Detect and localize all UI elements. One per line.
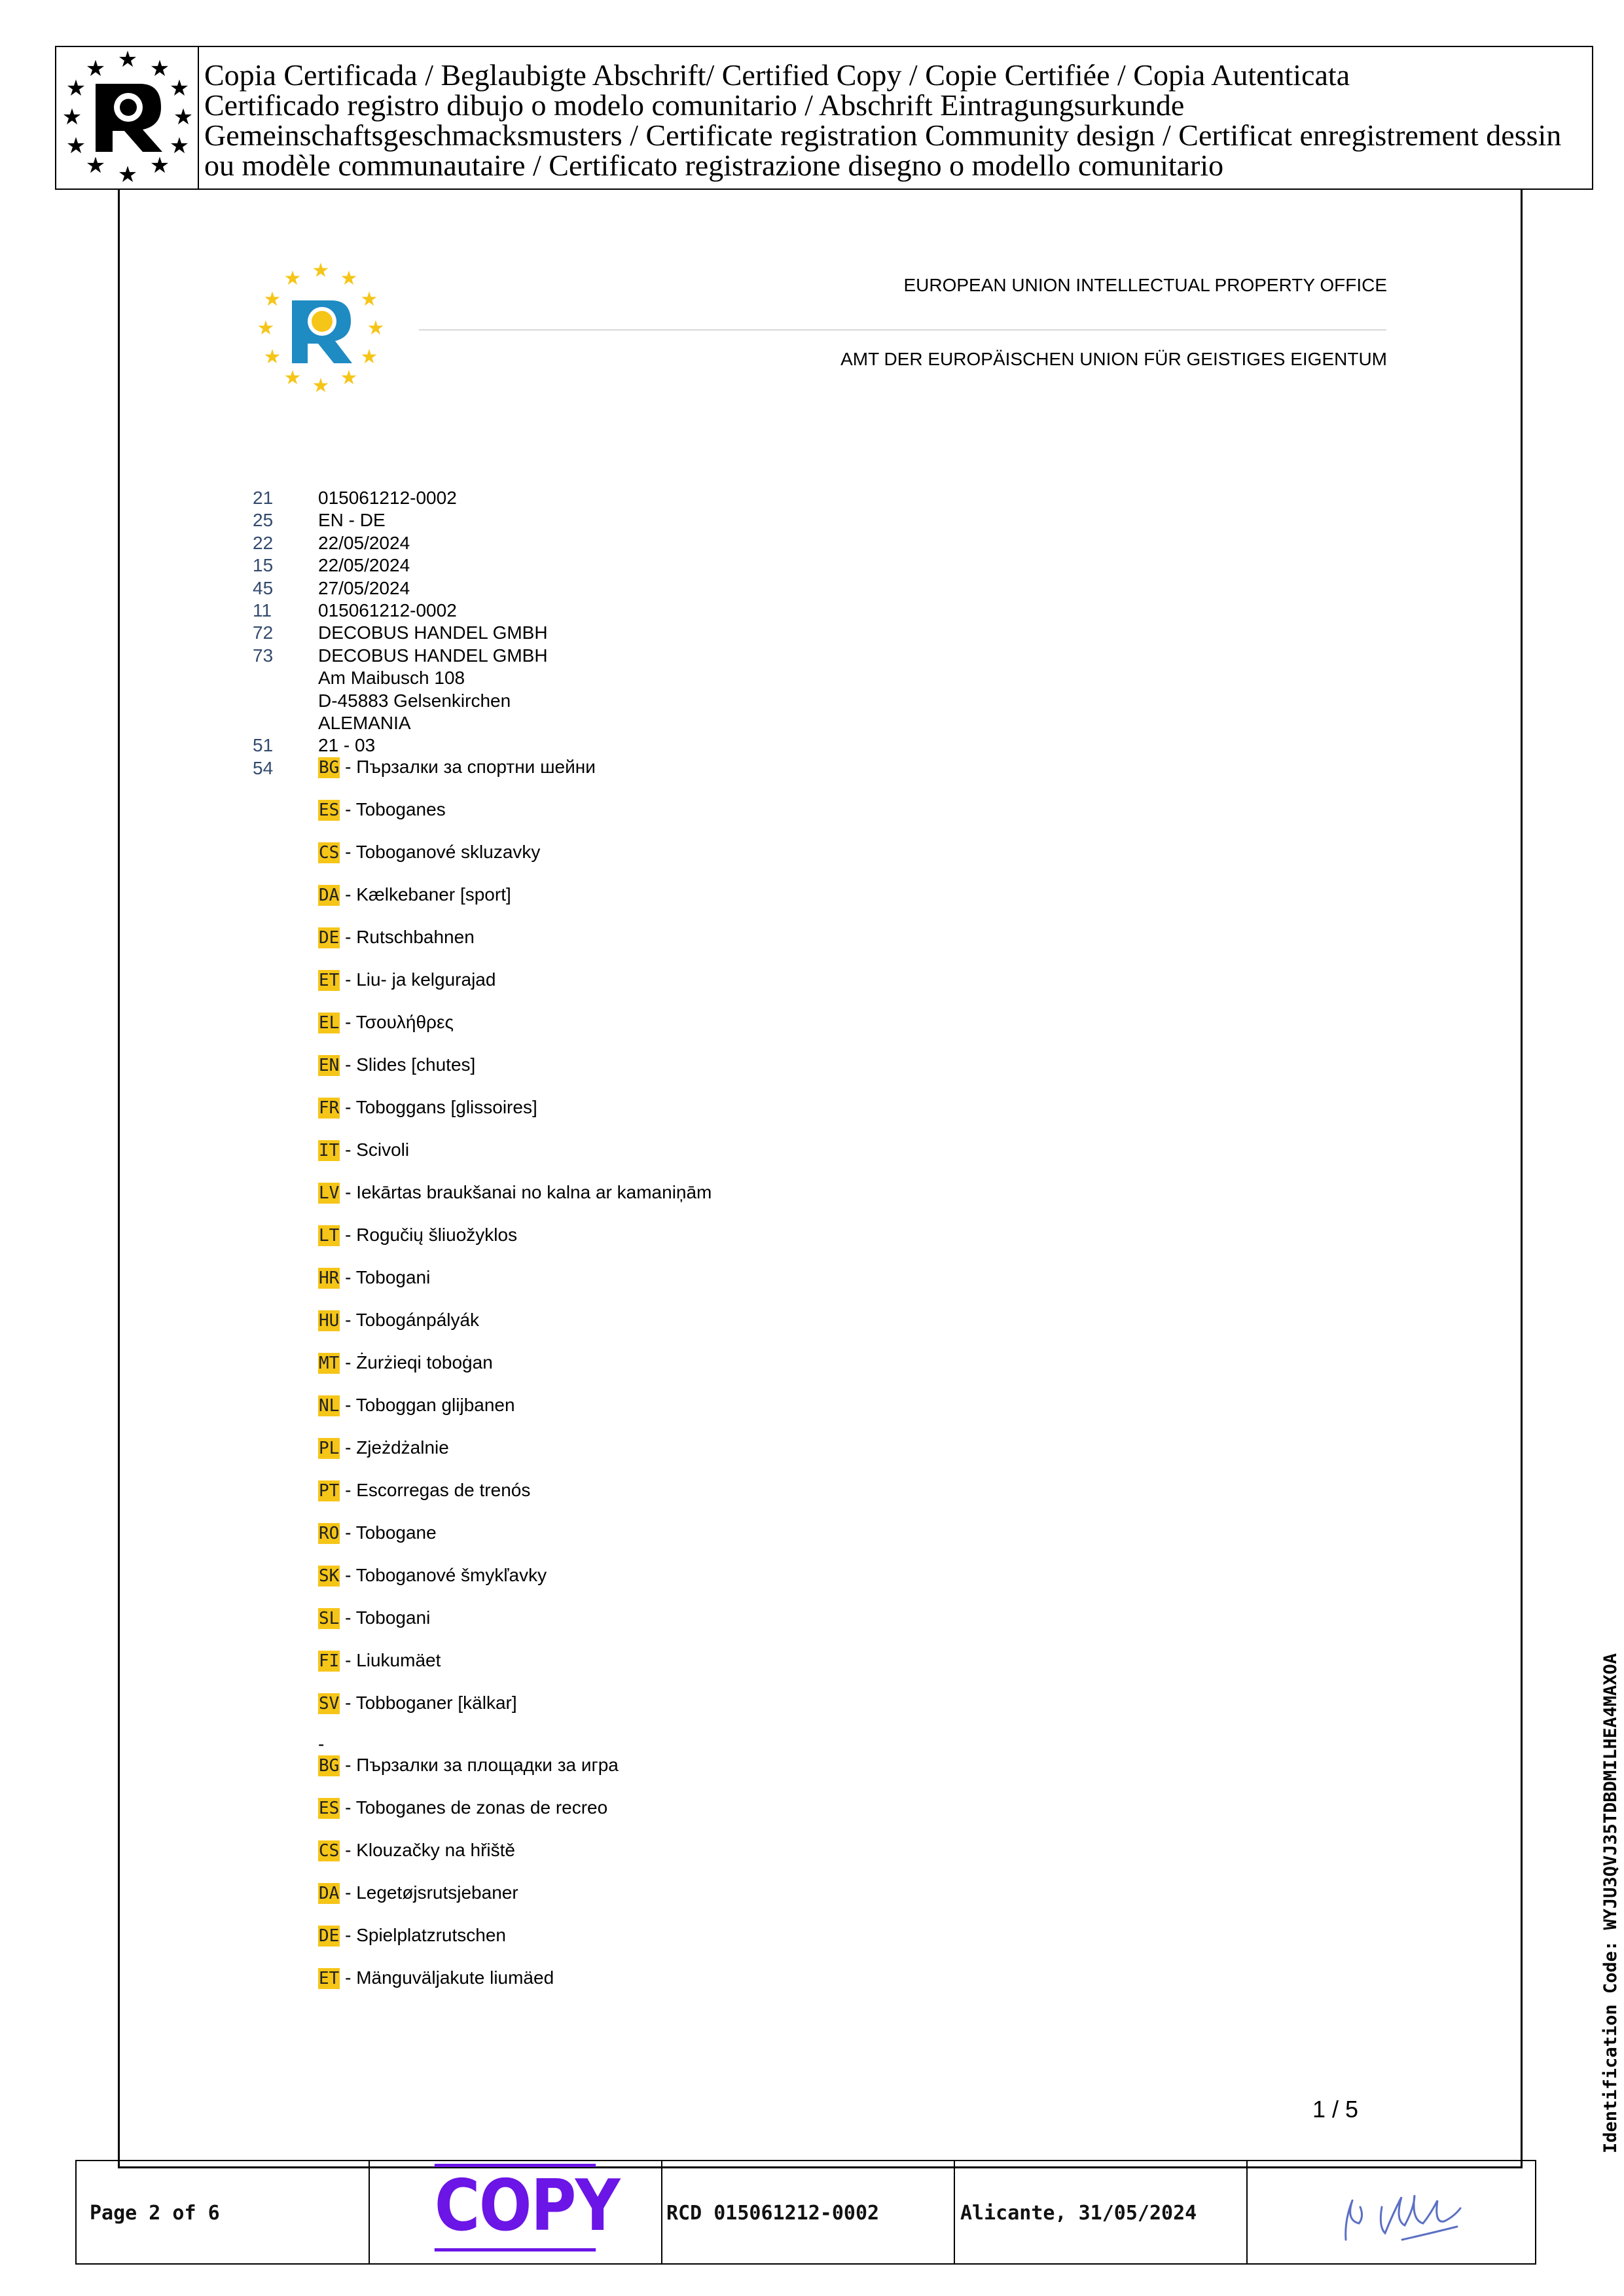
product-item <box>318 1054 1365 1096</box>
field-code: 51 <box>253 735 274 756</box>
language-code: DE <box>319 928 340 948</box>
field-row <box>253 487 1365 509</box>
field-value: 015061212-0002 <box>318 600 457 620</box>
product-item <box>318 1181 1365 1224</box>
header-line: Certificado registro dibujo o modelo comunitario / Abschrift Eintragungsurkunde <box>204 88 1185 122</box>
product-text: - <box>318 1734 325 1754</box>
product-item <box>318 1692 1365 1734</box>
svg-text:★: ★ <box>312 374 330 397</box>
product-text: - Tobogani <box>340 1267 431 1287</box>
field-code: 15 <box>253 555 274 576</box>
product-item <box>318 1797 1365 1839</box>
svg-text:★: ★ <box>117 47 138 73</box>
footer-rcd-cell <box>662 2161 955 2263</box>
footer-page-cell <box>77 2161 370 2263</box>
field-row <box>253 645 1365 667</box>
product-text: - Toboganové skluzavky <box>340 842 541 862</box>
product-text: - Tobogani <box>340 1607 431 1628</box>
field-value: 21 - 03 <box>318 735 376 756</box>
product-item <box>318 1607 1365 1649</box>
product-text: - Toboganes <box>340 799 446 819</box>
office-name-de: AMT DER EUROPÄISCHEN UNION FÜR GEISTIGES EIGENTUM <box>840 349 1387 369</box>
product-text: - Tobogane <box>340 1522 437 1543</box>
product-item <box>318 1224 1365 1266</box>
product-item <box>318 1649 1365 1692</box>
product-text: - Slides [chutes] <box>340 1054 476 1075</box>
language-code: BG <box>319 1756 340 1776</box>
product-item <box>318 1479 1365 1522</box>
product-item <box>318 1967 1365 2009</box>
product-text: - Liu- ja kelgurajad <box>340 969 496 990</box>
product-item <box>318 841 1365 884</box>
product-text: - Toboganové šmykľavky <box>340 1565 547 1585</box>
registered-design-logo-icon <box>56 47 199 188</box>
header-line: Gemeinschaftsgeschmacksmusters / Certificate registration Community design / Certificat enregistrement dessin <box>204 118 1562 152</box>
header-divider <box>419 329 1386 331</box>
product-text: - Żurżieqi toboġan <box>340 1352 493 1372</box>
footer-place-date-cell <box>955 2161 1248 2263</box>
copy-stamp: COPY <box>435 2164 596 2251</box>
field-row <box>253 600 1365 622</box>
svg-text:★: ★ <box>149 152 170 179</box>
language-code: DA <box>319 886 340 905</box>
language-code: LT <box>319 1226 340 1246</box>
svg-text:★: ★ <box>169 75 190 101</box>
svg-text:★: ★ <box>257 317 275 340</box>
svg-text:★: ★ <box>263 288 281 311</box>
product-item <box>318 1924 1365 1967</box>
product-item <box>318 1139 1365 1181</box>
product-text: - Toboggan glijbanen <box>340 1395 515 1415</box>
product-item <box>318 1882 1365 1924</box>
product-item <box>318 1437 1365 1479</box>
product-item <box>318 1394 1365 1437</box>
product-text: - Spielplatzrutschen <box>340 1925 506 1945</box>
language-code: BG <box>319 758 340 778</box>
svg-text:★: ★ <box>283 367 302 389</box>
product-text: - Mänguväljakute liumäed <box>340 1967 554 1988</box>
product-text: - Пързалки за площадки за игра <box>340 1755 619 1775</box>
certificate-header <box>55 46 1593 190</box>
certificate-footer <box>75 2160 1536 2265</box>
language-code: NL <box>319 1396 340 1416</box>
product-text: - Toboganes de zonas de recreo <box>340 1797 608 1818</box>
footer-place-date: Alicante, 31/05/2024 <box>960 2202 1197 2225</box>
field-code: 21 <box>253 488 274 508</box>
field-value: DECOBUS HANDEL GMBH <box>318 622 548 643</box>
field-row <box>253 622 1365 644</box>
product-text: - Iekārtas braukšanai no kalna ar kamaniņām <box>340 1182 712 1202</box>
svg-text:★: ★ <box>62 104 82 130</box>
footer-page-label: Page 2 of 6 <box>90 2202 220 2225</box>
registration-fields <box>253 487 1365 780</box>
product-item <box>318 1011 1365 1054</box>
field-value: ALEMANIA <box>318 712 411 733</box>
header-logo <box>56 47 199 188</box>
field-value: D-45883 Gelsenkirchen <box>318 690 511 711</box>
language-code: HR <box>319 1268 340 1288</box>
product-text: - Τσουλήθρες <box>340 1012 454 1032</box>
identification-code: Identification Code: WYJU3QVJ35TDBDMILHEA4MAXOA <box>1600 1653 1621 2153</box>
field-row <box>253 577 1365 600</box>
header-line: ou modèle communautaire / Certificato registrazione disegno o modello comunitario <box>204 149 1224 182</box>
field-code: 25 <box>253 510 274 531</box>
field-row <box>253 690 1365 712</box>
field-row <box>253 509 1365 531</box>
language-code: CS <box>319 843 340 863</box>
product-text: - Rogučių šliuožyklos <box>340 1225 518 1245</box>
footer-copy-cell <box>370 2161 662 2263</box>
language-code: CS <box>319 1841 340 1861</box>
svg-text:★: ★ <box>263 346 281 368</box>
language-code: ES <box>319 1799 340 1818</box>
language-code: DA <box>319 1884 340 1903</box>
footer-rcd-number: RCD 015061212-0002 <box>666 2202 880 2225</box>
field-code: 54 <box>253 757 274 778</box>
product-text: - Tobboganer [kälkar] <box>340 1693 517 1713</box>
language-code: SV <box>319 1694 340 1713</box>
product-text: - Liukumäet <box>340 1650 441 1670</box>
product-item <box>318 926 1365 969</box>
language-code: HU <box>319 1311 340 1331</box>
language-code: EN <box>319 1056 340 1075</box>
product-text: - Kælkebaner [sport] <box>340 884 511 905</box>
language-code: FR <box>319 1098 340 1118</box>
svg-text:★: ★ <box>65 75 86 101</box>
svg-text:★: ★ <box>85 56 106 82</box>
field-row <box>253 532 1365 554</box>
field-row <box>253 734 1365 757</box>
product-item <box>318 756 1365 798</box>
field-code: 22 <box>253 532 274 553</box>
language-code: PT <box>319 1481 340 1501</box>
language-code: IT <box>319 1141 340 1160</box>
language-code: PL <box>319 1439 340 1458</box>
field-value: 22/05/2024 <box>318 555 410 576</box>
svg-text:★: ★ <box>85 152 106 179</box>
product-item <box>318 1734 1365 1754</box>
page-number: 1 / 5 <box>1312 2096 1359 2123</box>
svg-text:★: ★ <box>340 367 358 389</box>
product-item <box>318 1564 1365 1607</box>
product-item <box>318 1266 1365 1309</box>
field-value: 015061212-0002 <box>318 488 457 508</box>
product-text: - Rutschbahnen <box>340 927 475 947</box>
field-row <box>253 712 1365 734</box>
product-text: - Scivoli <box>340 1139 410 1160</box>
field-row <box>253 554 1365 577</box>
field-value: Am Maibusch 108 <box>318 668 465 689</box>
field-value: DECOBUS HANDEL GMBH <box>318 645 548 666</box>
euipo-logo-icon <box>249 259 393 403</box>
svg-text:★: ★ <box>360 346 378 368</box>
product-item <box>318 969 1365 1011</box>
product-text: - Пързалки за спортни шейни <box>340 757 596 777</box>
product-text: - Legetøjsrutsjebaner <box>340 1882 518 1903</box>
svg-text:★: ★ <box>149 56 170 82</box>
language-code: ET <box>319 971 340 990</box>
certificate-header-text <box>204 60 1585 181</box>
product-item <box>318 1096 1365 1139</box>
language-code: EL <box>319 1013 340 1033</box>
language-code: ET <box>319 1969 340 1988</box>
header-line: Copia Certificada / Beglaubigte Abschrift/ Certified Copy / Copie Certifiée / Copia Autenticata <box>204 58 1350 92</box>
field-value: 27/05/2024 <box>318 577 410 598</box>
product-item <box>318 884 1365 926</box>
product-text: - Tobogánpályák <box>340 1310 480 1330</box>
product-indications <box>318 756 1365 2009</box>
product-text: - Klouzačky na hřiště <box>340 1840 515 1860</box>
product-item <box>318 1309 1365 1352</box>
product-item <box>318 1352 1365 1394</box>
product-item <box>318 798 1365 841</box>
language-code: FI <box>319 1651 340 1671</box>
product-text: - Toboggans [glissoires] <box>340 1097 537 1117</box>
product-text: - Zjeżdżalnie <box>340 1437 449 1458</box>
language-code: MT <box>319 1354 340 1373</box>
svg-text:★: ★ <box>169 133 190 159</box>
field-code: 11 <box>253 600 272 620</box>
footer-signature-cell <box>1248 2161 1536 2263</box>
field-code: 72 <box>253 622 274 643</box>
field-code: 73 <box>253 645 274 666</box>
office-name-en: EUROPEAN UNION INTELLECTUAL PROPERTY OFFICE <box>903 275 1387 295</box>
signature-icon <box>1248 2161 1536 2263</box>
svg-text:★: ★ <box>340 267 358 290</box>
language-code: LV <box>319 1183 340 1203</box>
svg-text:★: ★ <box>283 267 302 290</box>
svg-text:★: ★ <box>367 317 385 340</box>
product-item <box>318 1839 1365 1882</box>
language-code: SL <box>319 1609 340 1628</box>
product-item <box>318 1754 1365 1797</box>
language-code: SK <box>319 1566 340 1586</box>
language-code: DE <box>319 1926 340 1946</box>
svg-text:★: ★ <box>360 288 378 311</box>
field-value: EN - DE <box>318 510 386 531</box>
svg-text:★: ★ <box>65 133 86 159</box>
language-code: ES <box>319 800 340 820</box>
field-code: 45 <box>253 577 274 598</box>
svg-text:★: ★ <box>117 162 138 188</box>
svg-text:★: ★ <box>173 104 194 130</box>
field-value: 22/05/2024 <box>318 532 410 553</box>
language-code: RO <box>319 1524 340 1543</box>
field-row <box>253 667 1365 689</box>
svg-text:★: ★ <box>312 259 330 282</box>
product-item <box>318 1522 1365 1564</box>
product-text: - Escorregas de trenós <box>340 1480 531 1500</box>
